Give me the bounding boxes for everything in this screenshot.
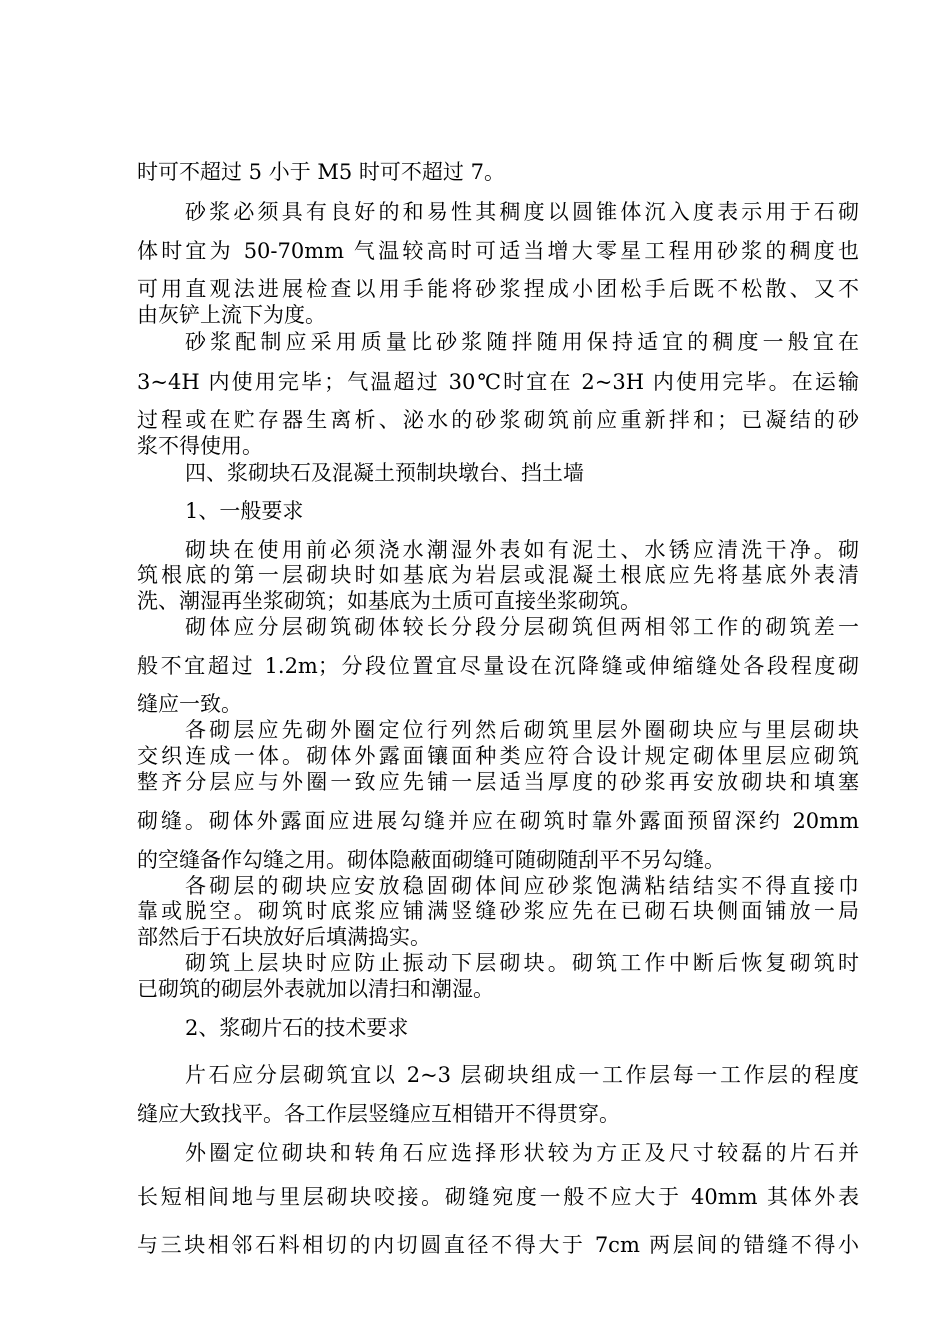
text-line: 部然后于石块放好后填满捣实。: [137, 925, 431, 949]
text-line: 各砌层应先砌外圈定位行列然后砌筑里层外圈砌块应与里层砌块: [185, 718, 859, 742]
text-line: 缝应大致找平。各工作层竖缝应互相错开不得贯穿。: [137, 1102, 620, 1126]
text-line: 交织连成一体。砌体外露面镶面种类应符合设计规定砌体里层应砌筑: [137, 744, 859, 768]
text-line: 片石应分层砌筑宜以 2~3 层砌块组成一工作层每一工作层的程度: [185, 1063, 859, 1087]
text-line: 与三块相邻石料相切的内切圆直径不得大于 7cm 两层间的错缝不得小: [137, 1233, 859, 1257]
text-line: 的空缝备作勾缝之用。砌体隐蔽面砌缝可随砌随刮平不另勾缝。: [137, 848, 725, 872]
text-line: 洗、潮湿再坐浆砌筑；如基底为土质可直接坐浆砌筑。: [137, 589, 641, 613]
text-line: 浆不得使用。: [137, 434, 263, 458]
text-line: 整齐分层应与外圈一致应先铺一层适当厚度的砂浆再安放砌块和填塞: [137, 770, 859, 794]
subsection-heading: 1、一般要求: [185, 499, 304, 523]
text-line: 由灰铲上流下为度。: [137, 303, 326, 327]
text-line: 筑根底的第一层砌块时如基底为岩层或混凝土根底应先将基底外表清: [137, 563, 859, 587]
text-line: 长短相间地与里层砌块咬接。砌缝宛度一般不应大于 40mm 其体外表: [137, 1185, 859, 1209]
text-line: 般不宜超过 1.2m；分段位置宜尽量设在沉降缝或伸缩缝处各段程度砌: [137, 654, 859, 678]
text-line: 已砌筑的砌层外表就加以清扫和潮湿。: [137, 977, 494, 1001]
text-line: 各砌层的砌块应安放稳固砌体间应砂浆饱满粘结结实不得直接巾: [185, 874, 859, 898]
text-line: 可用直观法进展检查以用手能将砂浆捏成小团松手后既不松散、又不: [137, 277, 859, 301]
section-heading: 四、浆砌块石及混凝土预制块墩台、挡土墙: [185, 461, 584, 485]
text-line: 外圈定位砌块和转角石应选择形状较为方正及尺寸较磊的片石并: [185, 1141, 859, 1165]
text-line: 砂浆必须具有良好的和易性其稠度以圆锥体沉入度表示用于石砌: [185, 200, 859, 224]
text-line: 3~4H 内使用完毕；气温超过 30℃时宜在 2~3H 内使用完毕。在运输: [137, 370, 859, 394]
subsection-heading: 2、浆砌片石的技术要求: [185, 1016, 409, 1040]
text-line: 缝应一致。: [137, 692, 242, 716]
text-line: 砌体应分层砌筑砌体较长分段分层砌筑但两相邻工作的砌筑差一: [185, 615, 859, 639]
text-line: 砌缝。砌体外露面应进展勾缝并应在砌筑时靠外露面预留深约 20mm: [137, 809, 859, 833]
text-line: 过程或在贮存器生离析、泌水的砂浆砌筑前应重新拌和；已凝结的砂: [137, 408, 859, 432]
text-line: 砂浆配制应采用质量比砂浆随拌随用保持适宜的稠度一般宜在: [185, 330, 859, 354]
text-line: 靠或脱空。砌筑时底浆应铺满竖缝砂浆应先在已砌石块侧面铺放一局: [137, 899, 859, 923]
text-line: 时可不超过 5 小于 M5 时可不超过 7。: [137, 160, 505, 184]
text-line: 砌筑上层块时应防止振动下层砌块。砌筑工作中断后恢复砌筑时: [185, 951, 859, 975]
text-line: 砌块在使用前必须浇水潮湿外表如有泥土、水锈应清洗干净。砌: [185, 538, 859, 562]
text-line: 体时宜为 50-70mm 气温较高时可适当增大零星工程用砂浆的稠度也: [137, 239, 859, 263]
